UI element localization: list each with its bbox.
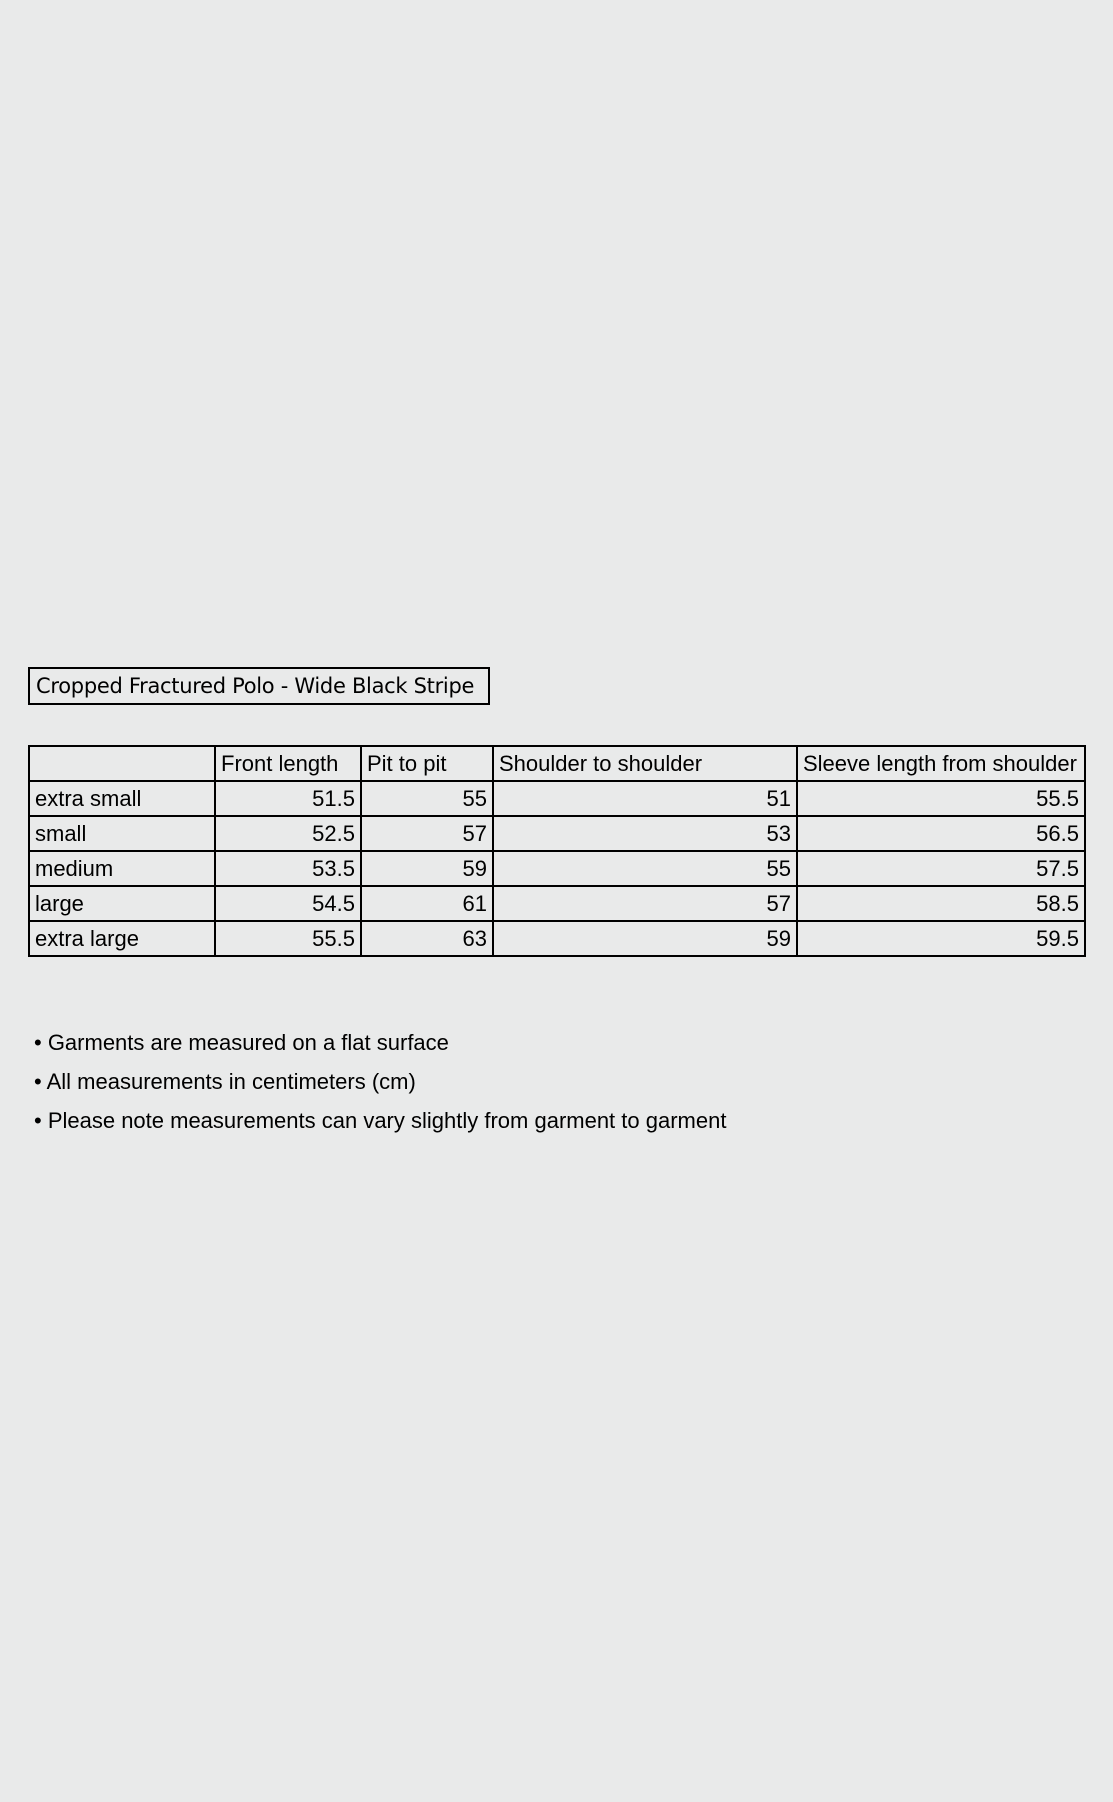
note-item: • All measurements in centimeters (cm) — [34, 1069, 416, 1094]
table-row — [29, 886, 1085, 921]
note-item: • Garments are measured on a flat surface — [34, 1030, 449, 1055]
size-label: extra small — [29, 781, 215, 816]
sleeve-length-value: 59.5 — [797, 921, 1085, 956]
front-length-value: 55.5 — [215, 921, 361, 956]
header-front-length: Front length — [215, 746, 361, 781]
front-length-value: 52.5 — [215, 816, 361, 851]
header-shoulder-to-shoulder: Shoulder to shoulder — [493, 746, 797, 781]
pit-to-pit-value: 59 — [361, 851, 493, 886]
shoulder-to-shoulder-value: 53 — [493, 816, 797, 851]
header-pit-to-pit: Pit to pit — [361, 746, 493, 781]
table-row — [29, 921, 1085, 956]
pit-to-pit-value: 55 — [361, 781, 493, 816]
front-length-value: 53.5 — [215, 851, 361, 886]
shoulder-to-shoulder-value: 51 — [493, 781, 797, 816]
size-label: small — [29, 816, 215, 851]
sleeve-length-value: 58.5 — [797, 886, 1085, 921]
table-row — [29, 851, 1085, 886]
note-item: • Please note measurements can vary slightly from garment to garment — [34, 1108, 727, 1133]
front-length-value: 54.5 — [215, 886, 361, 921]
table-row — [29, 816, 1085, 851]
sleeve-length-value: 56.5 — [797, 816, 1085, 851]
pit-to-pit-value: 57 — [361, 816, 493, 851]
table-row — [29, 781, 1085, 816]
size-label: medium — [29, 851, 215, 886]
shoulder-to-shoulder-value: 57 — [493, 886, 797, 921]
pit-to-pit-value: 63 — [361, 921, 493, 956]
sleeve-length-value: 57.5 — [797, 851, 1085, 886]
size-chart-table — [28, 745, 1086, 957]
shoulder-to-shoulder-value: 59 — [493, 921, 797, 956]
size-label: extra large — [29, 921, 215, 956]
header-sleeve-length: Sleeve length from shoulder — [797, 746, 1085, 781]
table-header-row — [29, 746, 1085, 781]
shoulder-to-shoulder-value: 55 — [493, 851, 797, 886]
size-label: large — [29, 886, 215, 921]
pit-to-pit-value: 61 — [361, 886, 493, 921]
header-empty-cell — [29, 746, 215, 781]
product-title: Cropped Fractured Polo - Wide Black Stripe — [28, 667, 490, 705]
sleeve-length-value: 55.5 — [797, 781, 1085, 816]
front-length-value: 51.5 — [215, 781, 361, 816]
measurement-notes — [34, 1023, 726, 1140]
